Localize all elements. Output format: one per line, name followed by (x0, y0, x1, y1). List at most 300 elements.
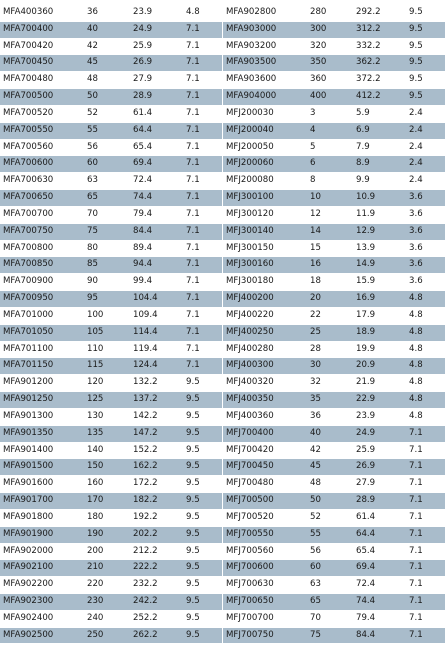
cell-dimension: 18.9 (356, 324, 409, 341)
table-row (0, 274, 222, 291)
cell-wall: 9.5 (409, 38, 445, 55)
cell-size: 40 (87, 21, 133, 38)
cell-wall: 9.5 (186, 493, 222, 510)
cell-wall: 3.6 (409, 240, 445, 257)
table-row (223, 291, 445, 308)
cell-wall: 9.5 (409, 55, 445, 72)
cell-model: MFA700400 (0, 21, 87, 38)
cell-model: MFJ700750 (223, 627, 310, 643)
cell-model: MFA902100 (0, 560, 87, 577)
table-row (223, 190, 445, 207)
cell-model: MFA901600 (0, 476, 87, 493)
table-row (0, 358, 222, 375)
cell-model: MFA901900 (0, 526, 87, 543)
cell-dimension: 147.2 (133, 425, 186, 442)
cell-size: 55 (87, 122, 133, 139)
table-row (223, 543, 445, 560)
cell-model: MFJ700520 (223, 509, 310, 526)
cell-model: MFJ300140 (223, 223, 310, 240)
cell-size: 240 (87, 610, 133, 627)
cell-size: 60 (310, 560, 356, 577)
table-row (0, 173, 222, 190)
cell-wall: 9.5 (186, 425, 222, 442)
cell-dimension: 74.4 (133, 190, 186, 207)
cell-dimension: 65.4 (356, 543, 409, 560)
cell-dimension: 64.4 (356, 526, 409, 543)
table-row (0, 105, 222, 122)
cell-dimension: 172.2 (133, 476, 186, 493)
table-row (0, 509, 222, 526)
table-row (223, 442, 445, 459)
cell-size: 48 (310, 476, 356, 493)
cell-model: MFA901300 (0, 408, 87, 425)
cell-dimension: 152.2 (133, 442, 186, 459)
cell-dimension: 10.9 (356, 190, 409, 207)
cell-dimension: 79.4 (133, 206, 186, 223)
cell-wall: 7.1 (409, 476, 445, 493)
table-row (223, 72, 445, 89)
table-row (223, 493, 445, 510)
cell-size: 70 (310, 610, 356, 627)
cell-size: 5 (310, 139, 356, 156)
cell-dimension: 17.9 (356, 307, 409, 324)
table-row (223, 375, 445, 392)
cell-wall: 7.1 (186, 307, 222, 324)
cell-dimension: 65.4 (133, 139, 186, 156)
cell-wall: 7.1 (186, 38, 222, 55)
cell-size: 55 (310, 526, 356, 543)
cell-dimension: 114.4 (133, 324, 186, 341)
table-row (223, 21, 445, 38)
table-row (0, 206, 222, 223)
cell-dimension: 64.4 (133, 122, 186, 139)
cell-model: MFJ700450 (223, 459, 310, 476)
table-row (0, 392, 222, 409)
table-row (223, 156, 445, 173)
table-row (223, 593, 445, 610)
cell-size: 230 (87, 593, 133, 610)
cell-wall: 7.1 (409, 627, 445, 643)
cell-size: 8 (310, 173, 356, 190)
cell-wall: 9.5 (186, 577, 222, 594)
cell-model: MFA701000 (0, 307, 87, 324)
cell-wall: 9.5 (186, 392, 222, 409)
cell-wall: 9.5 (186, 627, 222, 643)
cell-wall: 7.1 (186, 72, 222, 89)
cell-size: 6 (310, 156, 356, 173)
table-row (223, 139, 445, 156)
cell-wall: 7.1 (409, 543, 445, 560)
table-row (0, 223, 222, 240)
cell-dimension: 21.9 (356, 375, 409, 392)
table-row (223, 358, 445, 375)
cell-size: 16 (310, 257, 356, 274)
cell-dimension: 99.4 (133, 274, 186, 291)
cell-wall: 9.5 (186, 375, 222, 392)
cell-model: MFA903500 (223, 55, 310, 72)
cell-wall: 2.4 (409, 156, 445, 173)
cell-dimension: 11.9 (356, 206, 409, 223)
cell-model: MFA700480 (0, 72, 87, 89)
cell-dimension: 8.9 (356, 156, 409, 173)
cell-size: 75 (87, 223, 133, 240)
cell-wall: 7.1 (186, 173, 222, 190)
cell-dimension: 9.9 (356, 173, 409, 190)
cell-size: 52 (87, 105, 133, 122)
cell-wall: 7.1 (186, 206, 222, 223)
cell-wall: 7.1 (409, 526, 445, 543)
cell-model: MFJ400250 (223, 324, 310, 341)
cell-size: 10 (310, 190, 356, 207)
cell-model: MFA902000 (0, 543, 87, 560)
cell-model: MFJ700400 (223, 425, 310, 442)
table-row (0, 55, 222, 72)
cell-wall: 4.8 (409, 291, 445, 308)
cell-size: 15 (310, 240, 356, 257)
cell-dimension: 28.9 (133, 89, 186, 106)
cell-dimension: 23.9 (356, 408, 409, 425)
cell-dimension: 262.2 (133, 627, 186, 643)
table-row (223, 206, 445, 223)
table-row (0, 291, 222, 308)
cell-model: MFA902200 (0, 577, 87, 594)
cell-dimension: 242.2 (133, 593, 186, 610)
cell-wall: 7.1 (409, 610, 445, 627)
cell-wall: 4.8 (409, 358, 445, 375)
cell-dimension: 162.2 (133, 459, 186, 476)
cell-dimension: 132.2 (133, 375, 186, 392)
cell-model: MFJ300180 (223, 274, 310, 291)
table-row (0, 593, 222, 610)
cell-dimension: 61.4 (356, 509, 409, 526)
cell-model: MFA901400 (0, 442, 87, 459)
cell-size: 90 (87, 274, 133, 291)
cell-dimension: 72.4 (133, 173, 186, 190)
cell-wall: 9.5 (186, 459, 222, 476)
cell-model: MFJ300150 (223, 240, 310, 257)
cell-size: 12 (310, 206, 356, 223)
cell-wall: 7.1 (409, 560, 445, 577)
cell-model: MFJ400360 (223, 408, 310, 425)
cell-dimension: 25.9 (133, 38, 186, 55)
cell-wall: 4.8 (409, 307, 445, 324)
cell-model: MFA700420 (0, 38, 87, 55)
cell-model: MFA700700 (0, 206, 87, 223)
cell-wall: 7.1 (186, 190, 222, 207)
cell-size: 40 (310, 425, 356, 442)
spec-table-right (223, 4, 445, 643)
cell-dimension: 6.9 (356, 122, 409, 139)
cell-wall: 7.1 (186, 324, 222, 341)
table-row (223, 627, 445, 643)
cell-wall: 2.4 (409, 122, 445, 139)
cell-size: 200 (87, 543, 133, 560)
cell-size: 125 (87, 392, 133, 409)
cell-dimension: 24.9 (356, 425, 409, 442)
cell-size: 65 (310, 593, 356, 610)
cell-wall: 3.6 (409, 223, 445, 240)
cell-size: 190 (87, 526, 133, 543)
cell-dimension: 362.2 (356, 55, 409, 72)
cell-model: MFJ700420 (223, 442, 310, 459)
cell-dimension: 232.2 (133, 577, 186, 594)
cell-wall: 7.1 (186, 156, 222, 173)
table-row (0, 122, 222, 139)
table-row (0, 425, 222, 442)
cell-model: MFA700450 (0, 55, 87, 72)
cell-dimension: 20.9 (356, 358, 409, 375)
cell-wall: 4.8 (409, 375, 445, 392)
cell-wall: 7.1 (409, 425, 445, 442)
cell-dimension: 26.9 (356, 459, 409, 476)
cell-size: 28 (310, 341, 356, 358)
table-row (223, 392, 445, 409)
cell-wall: 9.5 (186, 560, 222, 577)
cell-dimension: 22.9 (356, 392, 409, 409)
cell-wall: 9.5 (409, 72, 445, 89)
cell-dimension: 74.4 (356, 593, 409, 610)
cell-model: MFA904000 (223, 89, 310, 106)
cell-model: MFJ700630 (223, 577, 310, 594)
table-row (223, 223, 445, 240)
table-row (223, 122, 445, 139)
cell-model: MFA700630 (0, 173, 87, 190)
cell-dimension: 252.2 (133, 610, 186, 627)
cell-model: MFA902300 (0, 593, 87, 610)
cell-dimension: 69.4 (133, 156, 186, 173)
cell-wall: 7.1 (186, 122, 222, 139)
cell-size: 250 (87, 627, 133, 643)
table-row (223, 89, 445, 106)
cell-dimension: 79.4 (356, 610, 409, 627)
cell-model: MFJ700650 (223, 593, 310, 610)
cell-size: 50 (87, 89, 133, 106)
cell-dimension: 192.2 (133, 509, 186, 526)
cell-dimension: 332.2 (356, 38, 409, 55)
cell-model: MFA901250 (0, 392, 87, 409)
cell-dimension: 212.2 (133, 543, 186, 560)
cell-dimension: 124.4 (133, 358, 186, 375)
cell-wall: 7.1 (186, 223, 222, 240)
cell-model: MFA400360 (0, 5, 87, 22)
cell-size: 280 (310, 5, 356, 22)
table-row (0, 577, 222, 594)
cell-model: MFA700550 (0, 122, 87, 139)
cell-model: MFJ400280 (223, 341, 310, 358)
cell-wall: 3.6 (409, 206, 445, 223)
cell-dimension: 72.4 (356, 577, 409, 594)
table-row (0, 610, 222, 627)
cell-model: MFA901700 (0, 493, 87, 510)
cell-size: 32 (310, 375, 356, 392)
cell-size: 63 (87, 173, 133, 190)
cell-wall: 9.5 (409, 89, 445, 106)
cell-dimension: 182.2 (133, 493, 186, 510)
cell-size: 48 (87, 72, 133, 89)
cell-dimension: 24.9 (133, 21, 186, 38)
spec-table-left (0, 4, 222, 643)
cell-model: MFJ300100 (223, 190, 310, 207)
cell-wall: 9.5 (186, 509, 222, 526)
cell-model: MFJ200060 (223, 156, 310, 173)
cell-dimension: 13.9 (356, 240, 409, 257)
cell-model: MFA902400 (0, 610, 87, 627)
table-row (223, 274, 445, 291)
cell-wall: 7.1 (409, 493, 445, 510)
table-row (0, 72, 222, 89)
table-row (0, 156, 222, 173)
cell-dimension: 142.2 (133, 408, 186, 425)
cell-size: 18 (310, 274, 356, 291)
table-row (0, 341, 222, 358)
cell-size: 50 (310, 493, 356, 510)
cell-dimension: 312.2 (356, 21, 409, 38)
cell-model: MFA903000 (223, 21, 310, 38)
cell-size: 36 (87, 5, 133, 22)
cell-size: 170 (87, 493, 133, 510)
cell-model: MFA901350 (0, 425, 87, 442)
cell-model: MFA700900 (0, 274, 87, 291)
cell-dimension: 222.2 (133, 560, 186, 577)
cell-dimension: 104.4 (133, 291, 186, 308)
table-row (0, 307, 222, 324)
cell-size: 300 (310, 21, 356, 38)
cell-model: MFA700800 (0, 240, 87, 257)
cell-wall: 7.1 (409, 442, 445, 459)
cell-size: 320 (310, 38, 356, 55)
table-row (0, 139, 222, 156)
cell-wall: 9.5 (186, 593, 222, 610)
cell-dimension: 202.2 (133, 526, 186, 543)
cell-size: 110 (87, 341, 133, 358)
cell-size: 20 (310, 291, 356, 308)
cell-wall: 4.8 (409, 324, 445, 341)
cell-model: MFA701100 (0, 341, 87, 358)
cell-dimension: 5.9 (356, 105, 409, 122)
cell-model: MFA903600 (223, 72, 310, 89)
cell-wall: 4.8 (409, 341, 445, 358)
cell-model: MFJ300160 (223, 257, 310, 274)
cell-size: 115 (87, 358, 133, 375)
cell-wall: 2.4 (409, 139, 445, 156)
cell-size: 56 (310, 543, 356, 560)
cell-size: 130 (87, 408, 133, 425)
table-row (0, 257, 222, 274)
cell-dimension: 292.2 (356, 5, 409, 22)
cell-wall: 9.5 (409, 21, 445, 38)
cell-model: MFA700750 (0, 223, 87, 240)
cell-wall: 9.5 (186, 476, 222, 493)
cell-model: MFJ300120 (223, 206, 310, 223)
cell-wall: 4.8 (409, 392, 445, 409)
cell-model: MFJ400320 (223, 375, 310, 392)
cell-model: MFA700560 (0, 139, 87, 156)
cell-size: 400 (310, 89, 356, 106)
cell-size: 30 (310, 358, 356, 375)
cell-wall: 9.5 (186, 442, 222, 459)
table-row (0, 375, 222, 392)
cell-size: 105 (87, 324, 133, 341)
cell-model: MFA901500 (0, 459, 87, 476)
cell-size: 65 (87, 190, 133, 207)
table-row (0, 543, 222, 560)
table-row (0, 476, 222, 493)
cell-size: 4 (310, 122, 356, 139)
cell-wall: 3.6 (409, 257, 445, 274)
cell-model: MFJ700480 (223, 476, 310, 493)
cell-wall: 7.1 (409, 593, 445, 610)
cell-dimension: 84.4 (356, 627, 409, 643)
cell-wall: 9.5 (186, 408, 222, 425)
cell-dimension: 69.4 (356, 560, 409, 577)
cell-dimension: 28.9 (356, 493, 409, 510)
cell-size: 95 (87, 291, 133, 308)
cell-size: 14 (310, 223, 356, 240)
cell-dimension: 372.2 (356, 72, 409, 89)
cell-model: MFA700500 (0, 89, 87, 106)
cell-dimension: 412.2 (356, 89, 409, 106)
cell-model: MFA903200 (223, 38, 310, 55)
cell-model: MFJ400200 (223, 291, 310, 308)
cell-wall: 7.1 (186, 55, 222, 72)
cell-wall: 4.8 (186, 5, 222, 22)
table-row (0, 240, 222, 257)
cell-size: 45 (87, 55, 133, 72)
cell-size: 75 (310, 627, 356, 643)
table-row (0, 493, 222, 510)
cell-wall: 7.1 (186, 139, 222, 156)
cell-dimension: 94.4 (133, 257, 186, 274)
spec-tables (0, 4, 445, 643)
cell-model: MFA700850 (0, 257, 87, 274)
cell-size: 42 (310, 442, 356, 459)
table-row (223, 476, 445, 493)
cell-dimension: 26.9 (133, 55, 186, 72)
cell-wall: 3.6 (409, 274, 445, 291)
cell-size: 100 (87, 307, 133, 324)
cell-size: 220 (87, 577, 133, 594)
cell-model: MFJ200080 (223, 173, 310, 190)
cell-model: MFA901200 (0, 375, 87, 392)
cell-size: 350 (310, 55, 356, 72)
cell-size: 80 (87, 240, 133, 257)
table-row (223, 324, 445, 341)
table-row (0, 324, 222, 341)
table-row (0, 190, 222, 207)
table-row (223, 341, 445, 358)
cell-size: 120 (87, 375, 133, 392)
cell-size: 140 (87, 442, 133, 459)
cell-size: 360 (310, 72, 356, 89)
cell-model: MFJ700560 (223, 543, 310, 560)
cell-dimension: 89.4 (133, 240, 186, 257)
cell-size: 45 (310, 459, 356, 476)
cell-size: 135 (87, 425, 133, 442)
cell-wall: 9.5 (186, 543, 222, 560)
cell-wall: 7.1 (186, 240, 222, 257)
cell-wall: 7.1 (409, 577, 445, 594)
cell-model: MFJ700550 (223, 526, 310, 543)
table-row (0, 627, 222, 643)
table-row (223, 55, 445, 72)
cell-wall: 2.4 (409, 173, 445, 190)
cell-dimension: 12.9 (356, 223, 409, 240)
cell-size: 63 (310, 577, 356, 594)
table-row (0, 408, 222, 425)
cell-dimension: 25.9 (356, 442, 409, 459)
cell-wall: 4.8 (409, 408, 445, 425)
cell-size: 52 (310, 509, 356, 526)
